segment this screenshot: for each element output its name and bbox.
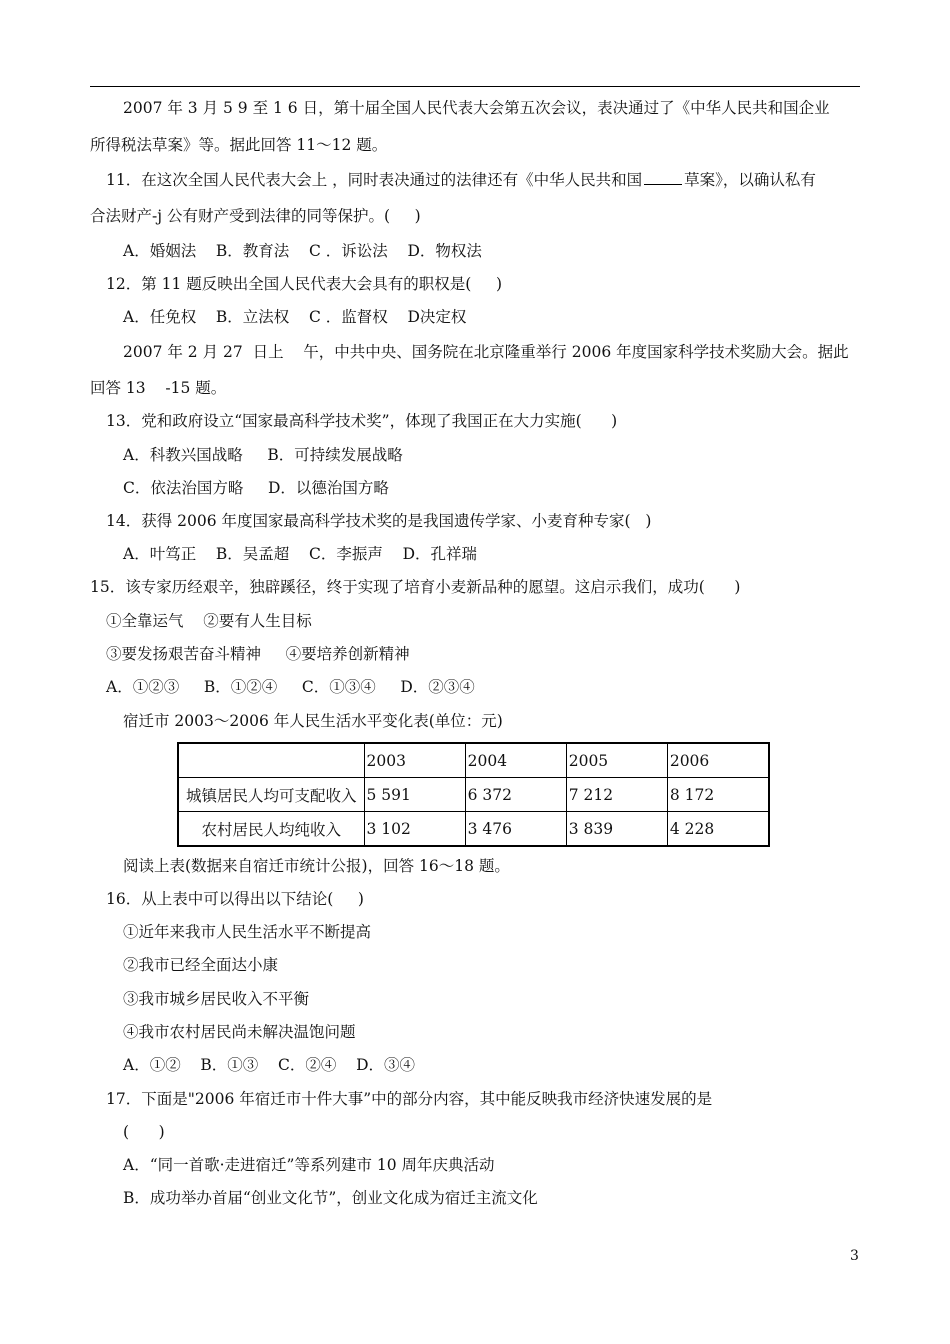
question-16-options: A．①② B．①③ C．②④ D．③④ (123, 1056, 415, 1074)
question-11-line-2: 合法财产-j 公有财产受到法律的同等保护。( ) (90, 207, 421, 225)
table-row-label: 城镇居民人均可支配收入 (178, 778, 364, 812)
intro-line-2: 所得税法草案》等。据此回答 11～12 题。 (90, 136, 388, 154)
question-11-stem-b: 草案》，以确认私有 (684, 171, 816, 189)
table-note: 阅读上表(数据来自宿迁市统计公报)，回答 16～18 题。 (123, 857, 510, 875)
question-15-items-12: ①全靠运气 ②要有人生目标 (106, 612, 312, 630)
table-cell: 7 212 (566, 778, 667, 812)
intro2-line-1: 2007 年 2 月 27 日上 午，中共中央、国务院在北京隆重举行 2006 年度国家科学技术奖励大会。据此 (123, 343, 849, 361)
question-16-item-4: ④我市农村居民尚未解决温饱问题 (123, 1023, 356, 1041)
question-11-line-1 (106, 170, 816, 190)
question-15-stem: 15．该专家历经艰辛，独辟蹊径，终于实现了培育小麦新品种的愿望。这启示我们，成功( ) (90, 578, 741, 596)
table-cell: 3 839 (566, 812, 667, 847)
question-12-options: A．任免权 B．立法权 C ．监督权 D决定权 (123, 308, 467, 326)
question-15-options: A．①②③ B．①②④ C．①③④ D．②③④ (106, 678, 475, 696)
question-11-options: A．婚姻法 B．教育法 C ．诉讼法 D．物权法 (123, 242, 482, 260)
question-16-stem: 16．从上表中可以得出以下结论( ) (106, 890, 364, 908)
question-17-stem: 17．下面是"2006 年宿迁市十件大事”中的部分内容，其中能反映我市经济快速发展的是 (106, 1090, 713, 1108)
table-year-cell: 2004 (465, 743, 566, 778)
table-corner-cell (178, 743, 364, 778)
table-cell: 5 591 (364, 778, 465, 812)
fill-in-blank (644, 170, 682, 185)
income-table (177, 742, 770, 847)
page-number: 3 (850, 1248, 859, 1264)
question-16-item-1: ①近年来我市人民生活水平不断提高 (123, 923, 372, 941)
table-row (178, 778, 769, 812)
table-row (178, 812, 769, 847)
table-cell: 3 476 (465, 812, 566, 847)
table-year-cell: 2003 (364, 743, 465, 778)
table-cell: 4 228 (667, 812, 769, 847)
question-13-options-cd: C．依法治国方略 D．以德治国方略 (123, 479, 389, 497)
question-14-stem: 14．获得 2006 年度国家最高科学技术奖的是我国遗传学家、小麦育种专家( ) (106, 512, 652, 530)
table-header-row (178, 743, 769, 778)
table-year-cell: 2006 (667, 743, 769, 778)
header-rule (90, 86, 860, 87)
question-17-option-b: B．成功举办首届“创业文化节”，创业文化成为宿迁主流文化 (123, 1189, 538, 1207)
table-cell: 6 372 (465, 778, 566, 812)
table-cell: 3 102 (364, 812, 465, 847)
question-13-options-ab: A．科教兴国战略 B．可持续发展战略 (123, 446, 403, 464)
table-row-label: 农村居民人均纯收入 (178, 812, 364, 847)
table-year-cell: 2005 (566, 743, 667, 778)
question-15-items-34: ③要发扬艰苦奋斗精神 ④要培养创新精神 (106, 645, 410, 663)
table-cell: 8 172 (667, 778, 769, 812)
question-17-paren: ( ) (123, 1123, 165, 1141)
question-11-stem-a: 11．在这次全国人民代表大会上 ，同时表决通过的法律还有《中华人民共和国 (106, 171, 643, 189)
question-14-options: A．叶笃正 B．吴孟超 C．李振声 D．孔祥瑞 (123, 545, 477, 563)
question-16-item-2: ②我市已经全面达小康 (123, 956, 279, 974)
intro-line-1: 2007 年 3 月 5 9 至 1 6 日，第十届全国人民代表大会第五次会议，表决通过了《中华人民共和国企业 (123, 99, 830, 117)
question-16-item-3: ③我市城乡居民收入不平衡 (123, 990, 310, 1008)
intro2-line-2: 回答 13 -15 题。 (90, 379, 227, 397)
question-12-stem: 12．第 11 题反映出全国人民代表大会具有的职权是( ) (106, 275, 503, 293)
table-caption: 宿迁市 2003～2006 年人民生活水平变化表(单位：元) (123, 712, 503, 730)
question-13-stem: 13．党和政府设立“国家最高科学技术奖”，体现了我国正在大力实施( ) (106, 412, 618, 430)
question-17-option-a: A．“同一首歌·走进宿迁”等系列建市 10 周年庆典活动 (123, 1156, 495, 1174)
